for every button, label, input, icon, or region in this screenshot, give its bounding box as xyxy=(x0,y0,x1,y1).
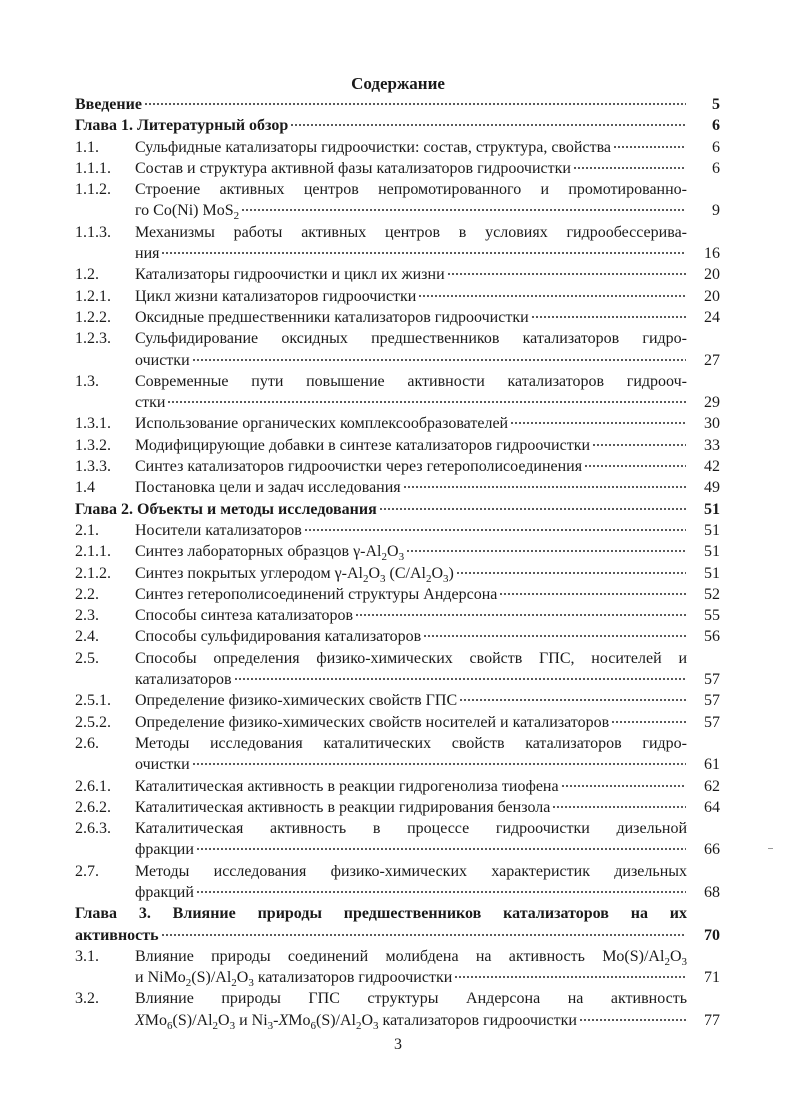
toc-entry xyxy=(75,690,720,711)
toc-entry-title: Способы сульфидирования катализаторов xyxy=(135,628,422,646)
toc-entry xyxy=(75,584,720,605)
dot-leader xyxy=(459,699,686,701)
toc-entry-number: 2.2. xyxy=(75,585,99,603)
dot-leader xyxy=(499,593,686,595)
toc-entry-page: 71 xyxy=(704,969,720,987)
toc-entry-number: 2.6. xyxy=(75,734,99,752)
toc-entry-page: 30 xyxy=(704,415,720,433)
toc-entry xyxy=(75,626,720,647)
toc-entry-title: Современные пути повышение активности катализаторов гидрооч- xyxy=(135,372,687,390)
toc-entry-page: 61 xyxy=(704,756,720,774)
toc-entry xyxy=(75,371,720,414)
toc-entry xyxy=(75,797,720,818)
toc-entry xyxy=(75,413,720,434)
toc-entry xyxy=(75,435,720,456)
toc-entry-title: фракции xyxy=(135,841,194,859)
toc-entry-page: 24 xyxy=(704,308,720,326)
toc-entry-number: 1.2.3. xyxy=(75,330,111,348)
toc-entry-page: 51 xyxy=(704,543,720,561)
dot-leader xyxy=(454,976,686,978)
toc-entry-title: Синтез гетерополисоединений структуры Андерсона xyxy=(135,585,498,603)
toc-entry-title: Влияние природы соединений молибдена на активность $Mo(S)/Al_2O_3$ xyxy=(135,947,687,969)
dot-leader xyxy=(355,614,686,616)
toc-entry-page: 66 xyxy=(704,841,720,859)
toc-entry-page: 20 xyxy=(704,287,720,305)
dot-leader xyxy=(304,529,686,531)
toc-entry-page: 57 xyxy=(704,713,720,731)
toc-entry-number: 1.1.3. xyxy=(75,223,111,241)
toc-entry xyxy=(75,861,720,904)
dot-leader xyxy=(561,785,686,787)
dot-leader xyxy=(192,763,686,765)
toc-entry-number: 1.3.3. xyxy=(75,458,111,476)
toc-entry-title: Носители катализаторов xyxy=(135,521,302,539)
toc-entry xyxy=(75,818,720,861)
toc-entry-title: Способы определения физико-химических свойств ГПС, носителей и xyxy=(135,649,687,667)
toc-entry xyxy=(75,264,720,285)
toc-entry-number: 2.4. xyxy=(75,628,99,646)
toc-entry-title: Механизмы работы активных центров в условиях гидрообессерива- xyxy=(135,223,687,241)
toc-entry-page: 51 xyxy=(704,564,720,582)
toc-entry-title: го Co(Ni) MoS$_2$ xyxy=(135,202,240,223)
toc-entry-number: 2.7. xyxy=(75,862,99,880)
dot-leader xyxy=(290,124,686,126)
dot-leader xyxy=(592,444,686,446)
toc-entry-title: Модифицирующие добавки в синтезе катализаторов гидроочистки xyxy=(135,436,591,454)
dot-leader xyxy=(531,316,686,318)
page-number: 3 xyxy=(394,1036,402,1053)
toc-entry-page: 6 xyxy=(712,138,720,156)
toc-entry-page: 20 xyxy=(704,266,720,284)
toc-entry-number: 1.3.1. xyxy=(75,415,111,433)
toc-entry-page: 27 xyxy=(704,351,720,369)
page-title: Содержание xyxy=(351,74,445,93)
toc-entry-number: 1.2. xyxy=(75,266,99,284)
toc-entry-page: 51 xyxy=(704,500,720,518)
toc-entry xyxy=(75,307,720,328)
toc-entry-page: 29 xyxy=(704,394,720,412)
toc-entry-number: 1.2.2. xyxy=(75,308,111,326)
dot-leader xyxy=(161,252,686,254)
dot-leader xyxy=(579,1019,686,1021)
dot-leader xyxy=(379,508,686,510)
toc-entry xyxy=(75,733,720,776)
toc-entry-page: 16 xyxy=(704,245,720,263)
toc-entry-title: ния xyxy=(135,245,160,263)
toc-entry-page: 56 xyxy=(704,628,720,646)
toc-entry-page: 6 xyxy=(712,159,720,177)
toc-entry-number: 2.6.2. xyxy=(75,798,111,816)
toc-entry-page: 70 xyxy=(704,926,720,944)
dot-leader xyxy=(418,295,686,297)
toc-entry xyxy=(75,648,720,691)
toc-entry xyxy=(75,477,720,498)
toc-entry-number: 2.5.2. xyxy=(75,713,111,731)
dot-leader xyxy=(403,486,686,488)
toc-entry-title: Цикл жизни катализаторов гидроочистки xyxy=(135,287,417,305)
toc-entry-title: активность xyxy=(75,926,159,944)
dot-leader xyxy=(167,401,686,403)
toc-entry-title: Каталитическая активность в реакции гидрогенолиза тиофена xyxy=(135,777,559,795)
toc-entry xyxy=(75,520,720,541)
toc-entry-number: 1.1. xyxy=(75,138,99,156)
toc-entry-title: Использование органических комплексообразователей xyxy=(135,415,509,433)
toc-entry-page: 52 xyxy=(704,585,720,603)
dot-leader xyxy=(613,146,686,148)
toc-entry-title: Каталитическая активность в реакции гидрирования бензола xyxy=(135,798,551,816)
toc-entry-number: 2.5.1. xyxy=(75,692,111,710)
toc-entry-number: 2.1.1. xyxy=(75,543,111,561)
toc-entry-number: 1.1.1. xyxy=(75,159,111,177)
toc-entry-number: 1.3.2. xyxy=(75,436,111,454)
toc-entry-number: 2.1.2. xyxy=(75,564,111,582)
toc-entry-title: стки xyxy=(135,394,166,412)
dot-leader xyxy=(144,103,686,105)
toc-entry xyxy=(75,115,720,136)
toc-entry xyxy=(75,541,720,562)
dot-leader xyxy=(241,209,686,211)
toc-entry-page: 5 xyxy=(712,96,720,113)
toc-entry xyxy=(75,286,720,307)
toc-entry-page: 33 xyxy=(704,436,720,454)
dot-leader xyxy=(192,359,686,361)
dot-leader xyxy=(552,806,686,808)
toc-entry-title: Влияние природы ГПС структуры Андерсона на активность xyxy=(135,990,687,1008)
toc-entry-title: Катализаторы гидроочистки и цикл их жизни xyxy=(135,266,445,284)
toc-entry-title: Сульфидирование оксидных предшественников катализаторов гидро- xyxy=(135,330,687,348)
toc-entry-number: 1.3. xyxy=(75,372,99,390)
table-of-contents xyxy=(75,94,720,1031)
toc-entry-page: 49 xyxy=(704,479,720,497)
toc-entry-number: 3.2. xyxy=(75,990,99,1008)
toc-entry-page: 62 xyxy=(704,777,720,795)
toc-entry-title: Синтез покрытых углеродом $\gamma-Al_2O_3$ $(C/Al_2O_3)$ xyxy=(135,564,454,585)
toc-entry xyxy=(75,137,720,158)
toc-entry-title: Глава 2. Объекты и методы исследования xyxy=(75,500,377,518)
toc-entry-page: 6 xyxy=(712,117,720,135)
toc-entry-number: 1.4 xyxy=(75,479,95,497)
toc-entry-title: Глава 3. Влияние природы предшественников катализаторов на их xyxy=(75,905,687,923)
toc-entry xyxy=(75,903,720,946)
toc-entry xyxy=(75,222,720,265)
toc-entry xyxy=(75,776,720,797)
toc-entry-number: 1.1.2. xyxy=(75,181,111,199)
dot-leader xyxy=(196,891,686,893)
toc-entry xyxy=(75,499,720,520)
toc-entry xyxy=(75,563,720,584)
toc-entry-number: 2.6.3. xyxy=(75,820,111,838)
toc-entry xyxy=(75,94,720,115)
toc-entry-page: 77 xyxy=(704,1011,720,1029)
toc-entry-page: 51 xyxy=(704,521,720,539)
toc-entry-title: Введение xyxy=(75,96,142,113)
toc-entry-title: фракций xyxy=(135,883,194,901)
toc-entry-page: 42 xyxy=(704,458,720,476)
toc-entry-title: Постановка цели и задач исследования xyxy=(135,479,401,497)
toc-entry-title: $XMo_6(S)/Al_2O_3$ и $Ni_3-XMo_6(S)/Al_2O_3$ катализаторов гидроочистки xyxy=(135,1011,577,1032)
dot-leader xyxy=(423,635,686,637)
toc-entry xyxy=(75,158,720,179)
toc-entry-number: 2.5. xyxy=(75,649,99,667)
toc-entry-title: очистки xyxy=(135,351,190,369)
toc-entry-number: 3.1. xyxy=(75,947,99,965)
toc-entry-title: Методы исследования физико-химических характеристик дизельных xyxy=(135,862,687,880)
dot-leader xyxy=(234,678,686,680)
toc-entry-title: Сульфидные катализаторы гидроочистки: состав, структура, свойства xyxy=(135,138,612,156)
toc-entry-title: Синтез лабораторных образцов $\gamma-Al_2O_3$ xyxy=(135,543,405,564)
toc-entry xyxy=(75,605,720,626)
toc-entry-page: 57 xyxy=(704,692,720,710)
toc-entry-title: Определение физико-химических свойств носителей и катализаторов xyxy=(135,713,610,731)
scan-mark xyxy=(768,848,773,849)
dot-leader xyxy=(447,273,686,275)
toc-entry-page: 64 xyxy=(704,798,720,816)
toc-entry-number: 1.2.1. xyxy=(75,287,111,305)
dot-leader xyxy=(456,572,686,574)
toc-entry-title: Состав и структура активной фазы катализаторов гидроочистки xyxy=(135,159,571,177)
dot-leader xyxy=(161,934,686,936)
toc-entry-title: Глава 1. Литературный обзор xyxy=(75,117,289,135)
dot-leader xyxy=(196,848,686,850)
toc-entry-number: 2.1. xyxy=(75,521,99,539)
toc-entry-number: 2.3. xyxy=(75,607,99,625)
dot-leader xyxy=(510,422,686,424)
toc-entry-title: и $NiMo_2(S)/Al_2O_3$ катализаторов гидроочистки xyxy=(135,969,453,990)
toc-entry xyxy=(75,328,720,371)
toc-entry xyxy=(75,712,720,733)
dot-leader xyxy=(406,550,686,552)
dot-leader xyxy=(584,465,686,467)
toc-entry-page: 9 xyxy=(712,202,720,220)
toc-entry-title: Методы исследования каталитических свойств катализаторов гидро- xyxy=(135,734,687,752)
toc-entry-page: 57 xyxy=(704,671,720,689)
toc-entry-title: Способы синтеза катализаторов xyxy=(135,607,354,625)
dot-leader xyxy=(611,721,686,723)
toc-entry-title: Определение физико-химических свойств ГПС xyxy=(135,692,458,710)
toc-entry-title: Каталитическая активность в процессе гидроочистки дизельной xyxy=(135,820,687,838)
toc-entry-page: 68 xyxy=(704,883,720,901)
toc-entry xyxy=(75,946,720,989)
toc-entry-title: Строение активных центров непромотированного и промотированно- xyxy=(135,181,687,199)
toc-entry xyxy=(75,179,720,222)
toc-entry-title: катализаторов xyxy=(135,671,232,689)
toc-entry-page: 55 xyxy=(704,607,720,625)
toc-entry xyxy=(75,456,720,477)
toc-entry xyxy=(75,988,720,1031)
toc-entry-title: очистки xyxy=(135,756,190,774)
toc-entry-title: Синтез катализаторов гидроочистки через гетерополисоединения xyxy=(135,458,583,476)
toc-entry-number: 2.6.1. xyxy=(75,777,111,795)
toc-entry-title: Оксидные предшественники катализаторов гидроочистки xyxy=(135,308,529,326)
dot-leader xyxy=(573,167,686,169)
